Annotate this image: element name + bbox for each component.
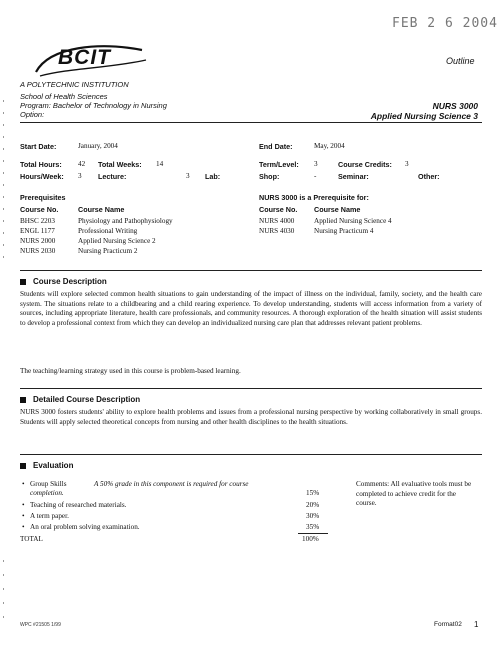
credits-value: 3 [405, 160, 409, 168]
prereq-col-name: Course Name [78, 205, 125, 214]
start-date-label: Start Date: [20, 142, 57, 151]
start-date-value: January, 2004 [78, 142, 118, 150]
end-date-value: May, 2004 [314, 142, 345, 150]
eval-total-value: 100% [302, 535, 319, 543]
eval-item-value: 15% [306, 489, 320, 497]
hours-week-label: Hours/Week: [20, 172, 64, 181]
total-hours-label: Total Hours: [20, 160, 62, 169]
eval-item-label: • An oral problem solving examination. [30, 523, 140, 531]
prereq-for-no: NURS 4030 [259, 227, 295, 235]
lecture-label: Lecture: [98, 172, 127, 181]
eval-item-value: 20% [306, 501, 320, 509]
other-label: Other: [418, 172, 440, 181]
detailed-description-heading [20, 395, 140, 404]
prereq-for-col-no: Course No. [259, 205, 298, 214]
course-description-text: Students will explore selected common health situations to gain understanding of the impact of illness on the individual, family, society, and the health care system. The situations relate to a childbearing and a child rearing experience. To develop understanding, students will access information from a variety of sources, including appropriate literature, health care professionals, and community resources. A thorough exploration of the health situation will assist students to develop a professional context from which they can develop an individualized nursing care plan that addresses relevant patient problems. [20, 290, 482, 327]
term-label: Term/Level: [259, 160, 299, 169]
footer-code: WPC #21505 1/99 [20, 622, 61, 628]
shop-label: Shop: [259, 172, 280, 181]
section-heading-text: Course Description [33, 277, 107, 286]
total-weeks-label: Total Weeks: [98, 160, 142, 169]
received-stamp: FEB 2 6 2004 [392, 16, 498, 31]
prereq-no: BHSC 2203 [20, 217, 55, 225]
eval-item-value: 35% [306, 523, 320, 531]
hours-week-value: 3 [78, 172, 82, 180]
section-heading-text: Evaluation [33, 461, 74, 470]
logo-text: BCIT [58, 46, 111, 69]
total-weeks-value: 14 [156, 160, 164, 168]
prereq-for-col-name: Course Name [314, 205, 361, 214]
scan-edge-marks [3, 560, 4, 620]
section-heading-text: Detailed Course Description [33, 395, 141, 404]
doc-type-label: Outline [446, 56, 475, 66]
institution-line: A POLYTECHNIC INSTITUTION [20, 80, 129, 89]
prereq-no: NURS 2000 [20, 237, 56, 245]
course-code: NURS 3000 [432, 101, 478, 111]
section-rule [20, 270, 482, 271]
bcit-logo [30, 38, 150, 80]
credits-label: Course Credits: [338, 160, 392, 169]
program-name: Program: Bachelor of Technology in Nursing [20, 101, 167, 110]
lecture-value: 3 [186, 172, 190, 180]
option-label: Option: [20, 110, 45, 119]
prereq-no: ENGL 1177 [20, 227, 55, 235]
eval-item-note: A 50% grade in this component is required for course completion. [30, 480, 249, 497]
prereq-name: Physiology and Pathophysiology [78, 217, 173, 225]
prereq-name: Nursing Practicum 2 [78, 247, 138, 255]
prereq-no: NURS 2030 [20, 247, 56, 255]
prereq-heading: Prerequisites [20, 193, 66, 202]
total-hours-value: 42 [78, 160, 86, 168]
eval-item-label: • Group Skills [30, 480, 67, 488]
evaluation-comments: Comments: All evaluative tools must be completed to achieve credit for the course. [356, 480, 472, 507]
term-value: 3 [314, 160, 318, 168]
course-title: Applied Nursing Science 3 [370, 111, 478, 121]
shop-value: - [314, 172, 317, 180]
eval-total-label: TOTAL [20, 535, 43, 543]
prereq-col-no: Course No. [20, 205, 59, 214]
header-rule [20, 122, 482, 123]
course-description-heading [20, 277, 107, 286]
bullet-square-icon [20, 463, 26, 469]
bullet-square-icon [20, 397, 26, 403]
detailed-description-text: NURS 3000 fosters students' ability to explore health problems and issues from a professional nursing perspective by working collaboratively in small groups. Students will apply selected theoretical concepts from nursing and other health disciplines to the health situations. [20, 408, 482, 426]
prereq-name: Professional Writing [78, 227, 138, 235]
prereq-for-no: NURS 4000 [259, 217, 295, 225]
scan-edge-marks [3, 100, 4, 260]
bullet-square-icon [20, 279, 26, 285]
eval-item-label: • Teaching of researched materials. [30, 501, 126, 509]
prereq-for-name: Nursing Practicum 4 [314, 227, 374, 235]
section-rule [20, 454, 482, 455]
total-rule [298, 533, 328, 534]
teaching-strategy-text: The teaching/learning strategy used in this course is problem-based learning. [20, 367, 241, 375]
prereq-for-name: Applied Nursing Science 4 [314, 217, 392, 225]
prereq-for-heading: NURS 3000 is a Prerequisite for: [259, 193, 369, 202]
school-name: School of Health Sciences [20, 92, 108, 101]
eval-item-value: 30% [306, 512, 320, 520]
section-rule [20, 388, 482, 389]
page-number: 1 [474, 620, 479, 629]
eval-item-label: • A term paper. [30, 512, 69, 520]
end-date-label: End Date: [259, 142, 293, 151]
lab-label: Lab: [205, 172, 221, 181]
evaluation-heading [20, 461, 73, 470]
seminar-label: Seminar: [338, 172, 369, 181]
prereq-name: Applied Nursing Science 2 [78, 237, 156, 245]
footer-format: Format02 [434, 621, 462, 628]
